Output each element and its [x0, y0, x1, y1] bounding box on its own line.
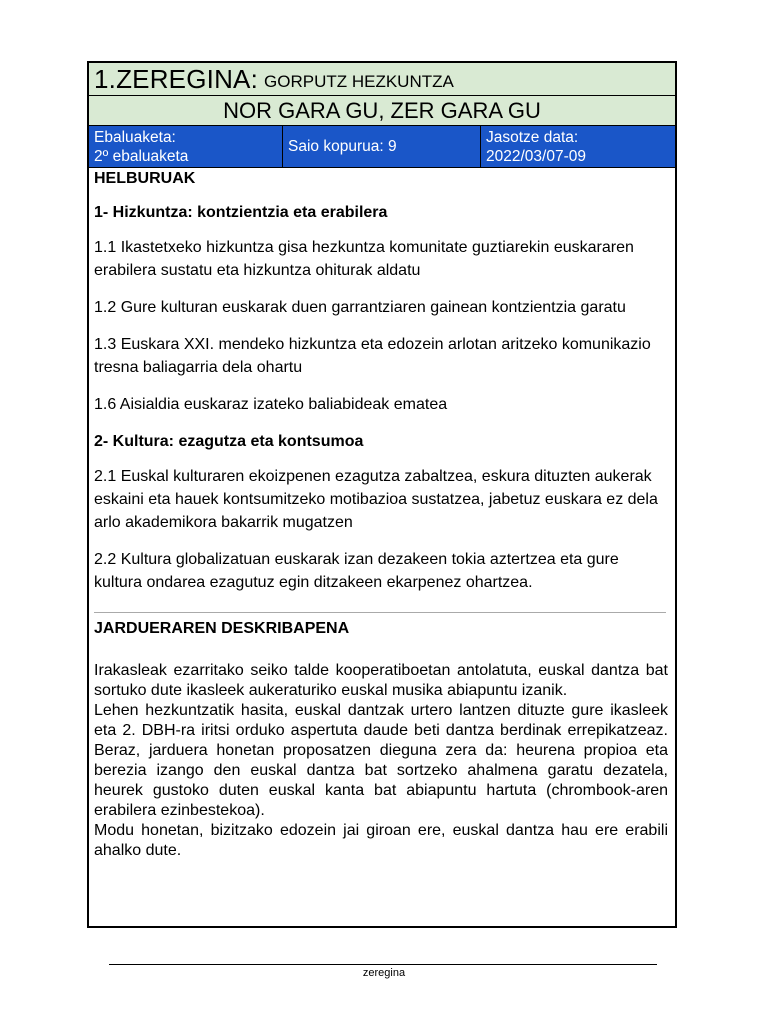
activity-paragraph-2: Lehen hezkuntzatik hasita, euskal dantzak urtero lantzen dituzte gure ikasleek eta 2. DBH-ra iritsi orduko aspertuta daude beti dantza berdinak errepikatzeaz. Beraz, jarduera honetan proposatzen dieguna zera da: heurena propioa eta berezia izango den euskal dantza bat sortzeko ahalmena garatu dezatela, heurek gustoko duten euskal kanta bat abiapuntu hartuta (chrombook-aren erabilera ezinbestekoa). — [94, 702, 668, 819]
evaluation-value: 2º ebaluaketa — [94, 148, 189, 165]
objective-1-1: 1.1 Ikastetxeko hizkuntza gisa hezkuntza komunitate guztiarekin euskararen erabilera sustatu eta hizkuntza ohiturak aldatu — [94, 239, 634, 279]
activity-paragraph-3: Modu honetan, bizitzako edozein jai giroan ere, euskal dantza hau ere erabili ahalko dute. — [94, 822, 668, 859]
info-row — [89, 126, 675, 168]
date-cell — [480, 126, 675, 167]
section-divider — [94, 612, 666, 613]
objective-2-1: 2.1 Euskal kulturaren ekoizpenen ezagutza zabaltzea, eskura dituzten aukerak eskaini eta hauek kontsumitzeko motibazioa sustatzea, jabetuz euskara ez dela arlo akademikora bakarrik mugatzen — [94, 468, 658, 531]
task-subtitle: NOR GARA GU, ZER GARA GU — [223, 97, 541, 123]
subtitle-row — [89, 96, 675, 126]
objective-1-6: 1.6 Aisialdia euskaraz izateko baliabideak ematea — [94, 396, 448, 413]
objective-1-3: 1.3 Euskara XXI. mendeko hizkuntza eta edozein arlotan aritzeko komunikazio tresna baliagarria dela ohartu — [94, 336, 651, 376]
activity-description — [94, 661, 668, 861]
objectives-section-1: 1- Hizkuntza: kontzientzia eta erabilera — [94, 204, 388, 221]
task-sheet — [87, 61, 677, 928]
date-label: Jasotze data: — [486, 129, 579, 146]
evaluation-label: Ebaluaketa: — [94, 129, 176, 146]
date-value: 2022/03/07-09 — [486, 148, 586, 165]
footer-label: zeregina — [362, 967, 406, 979]
sessions-count: Saio kopurua: 9 — [288, 138, 397, 155]
activity-heading: JARDUERAREN DESKRIBAPENA — [94, 620, 350, 637]
objectives-section-2: 2- Kultura: ezagutza eta kontsumoa — [94, 433, 364, 450]
task-title: 1.ZEREGINA: — [94, 63, 259, 94]
content-area — [89, 168, 675, 861]
objectives-heading: HELBURUAK — [94, 170, 196, 187]
subject-title: GORPUTZ HEZKUNTZA — [264, 71, 454, 91]
objective-1-2: 1.2 Gure kulturan euskarak duen garrantziaren gainean kontzientzia garatu — [94, 299, 626, 316]
activity-paragraph-1: Irakasleak ezarritako seiko talde kooperatiboetan antolatuta, euskal dantza bat sortuko dute ikasleek aukeraturiko euskal musika abiapuntu izanik. — [94, 662, 668, 699]
footer-divider — [109, 964, 657, 965]
sessions-cell — [282, 126, 480, 167]
evaluation-cell — [89, 126, 282, 167]
title-row — [89, 63, 675, 96]
objective-2-2: 2.2 Kultura globalizatuan euskarak izan dezakeen tokia aztertzea eta gure kultura ondarea ezagutuz egin ditzakeen ekarpenez ohartzea. — [94, 551, 619, 591]
